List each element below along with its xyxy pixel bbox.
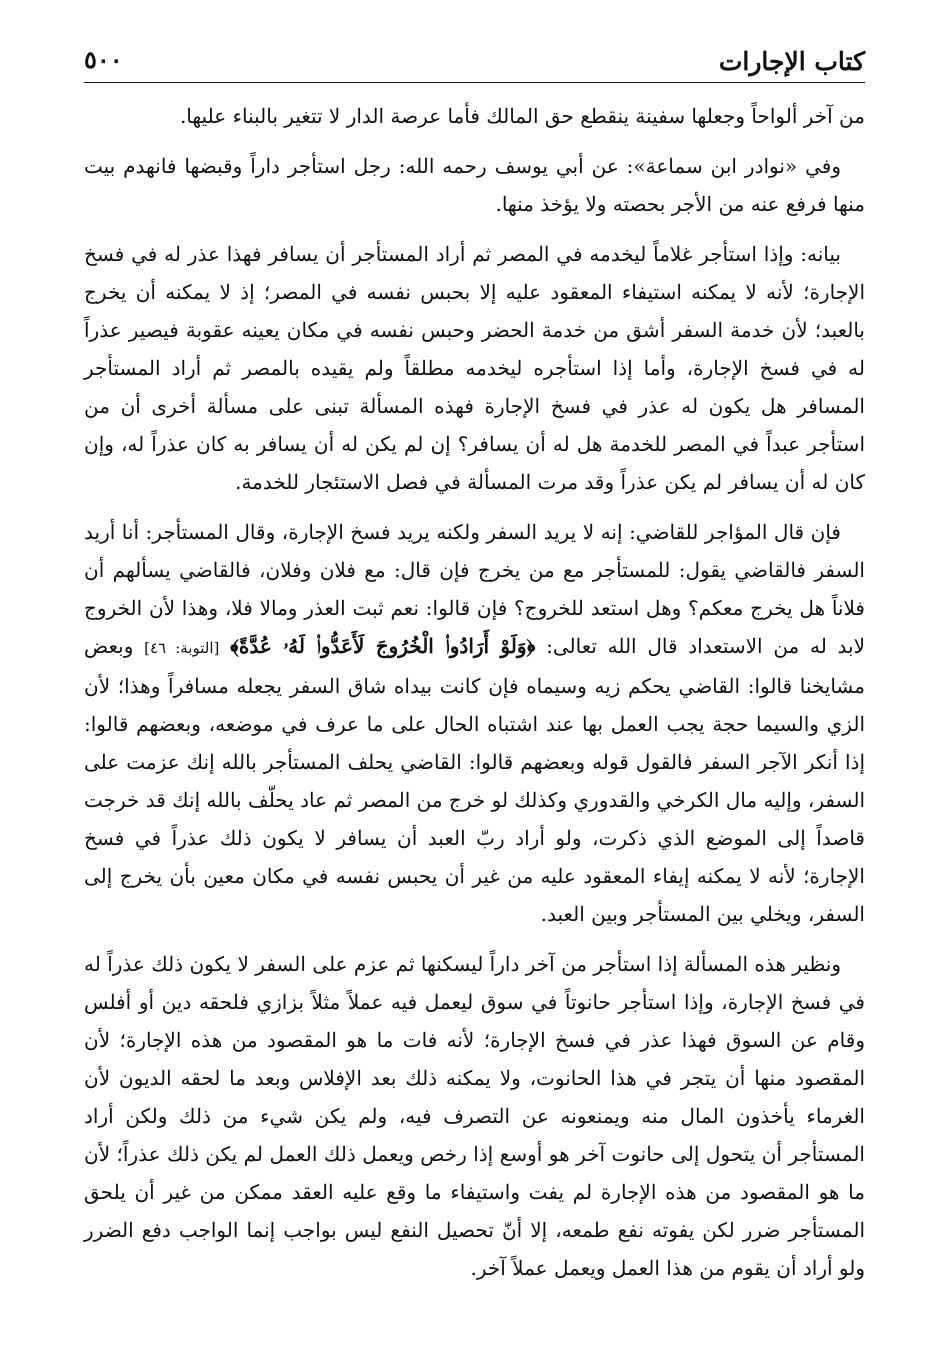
paragraph-4 <box>84 513 865 933</box>
quran-verse: ﴿وَلَوْ أَرَادُوا۟ الْخُرُوجَ لَأَعَدُّوا۟ لَهُۥ عُدَّةً﴾ <box>230 634 536 658</box>
paragraph-2-text: وفي «نوادر ابن سماعة»: عن أبي يوسف رحمه الله: رجل استأجر داراً وقبضها فانهدم بيت منها فرفع عنه من الأجر بحصته ولا يؤخذ منها. <box>84 154 865 216</box>
page-number: ٥٠٠ <box>84 45 123 74</box>
page-header <box>84 36 865 83</box>
page-body <box>84 97 865 1287</box>
book-title: كتاب الإجارات <box>718 47 865 76</box>
paragraph-5 <box>84 945 865 1287</box>
paragraph-3-text: بيانه: وإذا استأجر غلاماً ليخدمه في المصر ثم أراد المستأجر أن يسافر فهذا عذر له في فسخ الإجارة؛ لأنه لا يمكنه استيفاء المعقود عليه إلا بحبس نفسه في المصر؛ إذ لا يمكنه أن يخرج بالعبد؛ لأن خدمة السفر أشق من خدمة الحضر وحبس نفسه في مكان يعينه عقوبة فيصير عذراً له في فسخ الإجارة، وأما إذا استأجره ليخدمه مطلقاً ولم يقيده بالمصر ثم أراد المستأجر المسافر هل يكون له عذر في فسخ الإجارة فهذه المسألة تبنى على مسألة أخرى أن من استأجر عبداً في المصر للخدمة هل له أن يسافر؟ إن لم يكن له أن يسافر به كان عذراً له، وإن كان له أن يسافر لم يكن عذراً وقد مرت المسألة في فصل الاستئجار للخدمة. <box>84 242 866 494</box>
paragraph-1 <box>84 97 865 135</box>
paragraph-5-text: ونظير هذه المسألة إذا استأجر من آخر داراً ليسكنها ثم عزم على السفر لا يكون ذلك عذراً له في فسخ الإجارة، وإذا استأجر حانوتاً في سوق ليعمل فيه عملاً مثلاً بزازي فلحقه دين أو أفلس وقام عن السوق فهذا عذر في فسخ الإجارة؛ لأنه فات ما هو المقصود من هذه الإجارة؛ لأن المقصود منها أن يتجر في هذا الحانوت، ولا يمكنه ذلك بعد الإفلاس وبعد ما لحقه الديون لأن الغرماء يأخذون المال منه ويمنعونه عن التصرف فيه، ولم يكن شيء من ذلك ولكن أراد المستأجر أن يتحول إلى حانوت آخر هو أوسع إذا رخص ويعمل ذلك العمل لم يكن ذلك عذراً؛ لأن ما هو المقصود من هذه الإجارة لم يفت واستيفاء ما وقع عليه العقد ممكن من غير أن يلحق المستأجر ضرر لكن يفوته نفع طمعه، إلا أنّ تحصيل النفع ليس بواجب إنما الواجب دفع الضرر ولو أراد أن يقوم من هذا العمل ويعمل عملاً آخر. <box>84 952 866 1280</box>
paragraph-4-text-after: وبعض مشايخنا قالوا: القاضي يحكم زيه وسيماه فإن كانت بيداه شاق السفر يجعله مسافراً وهذا؛ لأن الزي والسيما حجة يجب العمل بها عند اشتباه الحال على ما عرف في موضعه، وبعضهم قالوا: إذا أنكر الآجر السفر فالقول قوله وبعضهم قالوا: القاضي يحلف المستأجر بالله إنك عزمت على السفر، وإليه مال الكرخي والقدوري وكذلك لو خرج من المصر ثم عاد يحلّف بالله إنك قد خرجت قاصداً إلى الموضع الذي ذكرت، ولو أراد ربّ العبد أن يسافر لا يكون ذلك عذراً في فسخ الإجارة؛ لأنه لا يمكنه إيفاء المعقود عليه من غير أن يحبس نفسه في مكان معين بأن يخرج إلى السفر، ويخلي بين المستأجر وبين العبد. <box>84 634 865 926</box>
paragraph-4-text-before: فإن قال المؤاجر للقاضي: إنه لا يريد السفر ولكنه يريد فسخ الإجارة، وقال المستأجر: أنا أريد السفر فالقاضي يقول: للمستأجر مع من يخرج فإن قال: مع فلان وفلان، فالقاضي يسألهم أن فلاناً هل يخرج معكم؟ وهل استعد للخروج؟ فإن قالوا: نعم ثبت العذر ومالا فلا، وهذا لأن الخروج لابد له من الاستعداد قال الله تعالى: <box>84 520 865 658</box>
quran-reference: [التوبة: ٤٦] <box>144 639 220 657</box>
paragraph-2 <box>84 147 865 223</box>
paragraph-3 <box>84 235 865 501</box>
paragraph-1-text: من آخر ألواحاً وجعلها سفينة ينقطع حق المالك فأما عرصة الدار لا تتغير بالبناء عليها. <box>179 104 865 128</box>
